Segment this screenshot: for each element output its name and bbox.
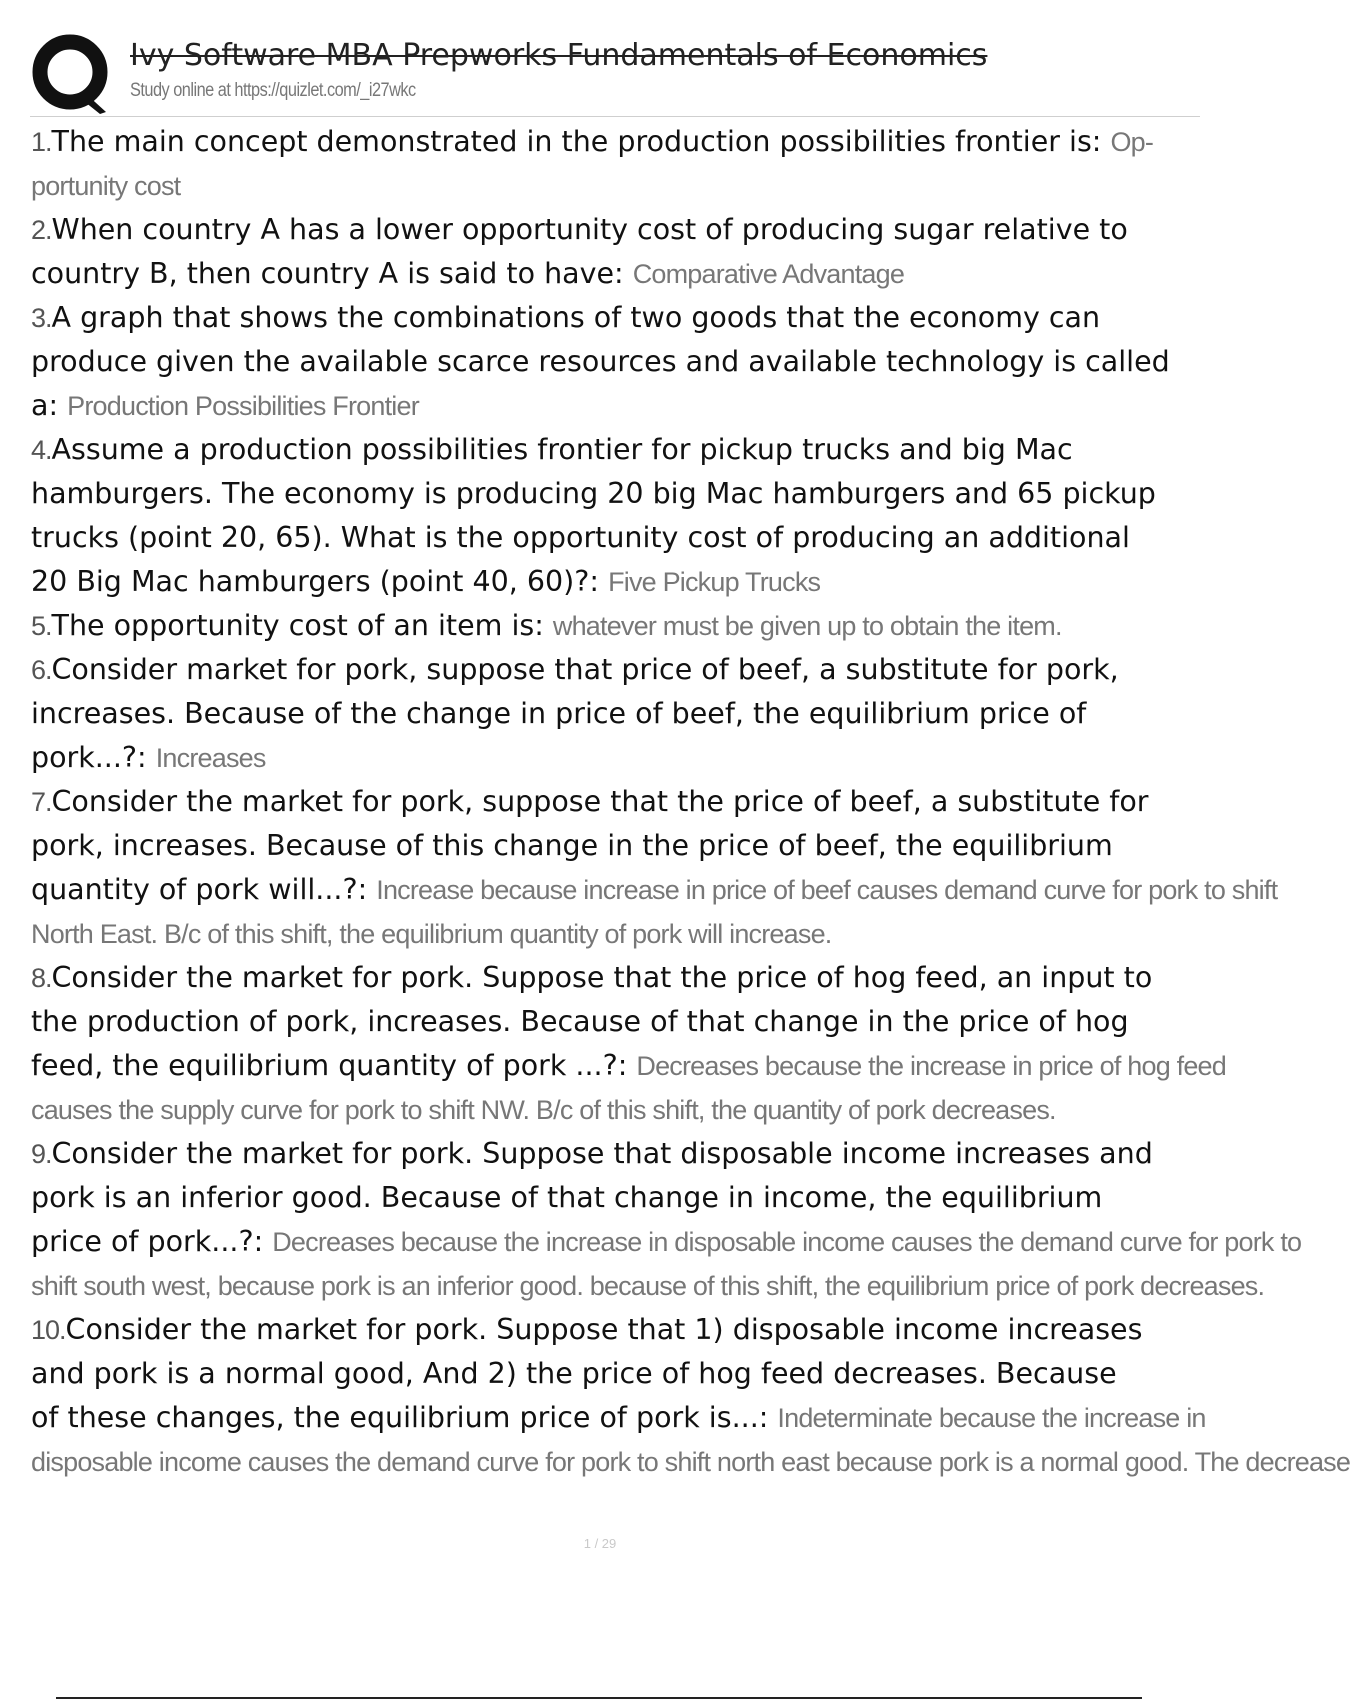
flashcard-line: [31, 1352, 1200, 1396]
card-answer: shift south west, because pork is an inferior good. because of this shift, the equilibrium price of pork decreases.: [31, 1271, 1265, 1301]
flashcard-item: [31, 1308, 1350, 1484]
card-question: hamburgers. The economy is producing 20 big Mac hamburgers and 65 pickup: [31, 477, 1156, 510]
card-answer: Production Possibilities Frontier: [67, 391, 419, 421]
card-question: country B, then country A is said to have:: [31, 257, 633, 290]
flashcard-line: [31, 692, 1200, 736]
flashcard-line: [31, 1000, 1200, 1044]
card-question: Consider market for pork, suppose that price of beef, a substitute for pork,: [51, 653, 1119, 686]
card-question: the production of pork, increases. Because of that change in the price of hog: [31, 1005, 1129, 1038]
flashcard-line: [31, 252, 1200, 296]
flashcard-item: [31, 1132, 1302, 1308]
card-number: 9.: [31, 1139, 52, 1169]
card-answer: portunity cost: [31, 171, 181, 201]
flashcard-line: [31, 560, 1200, 604]
card-answer: Op-: [1110, 127, 1154, 157]
card-answer: Comparative Advantage: [632, 259, 905, 289]
flashcard-line: [31, 1396, 1206, 1440]
card-answer: disposable income causes the demand curve for pork to shift north east because pork is a normal good. The decrease: [31, 1447, 1350, 1477]
flashcard-item: [31, 604, 1200, 648]
flashcard-line: [31, 868, 1278, 912]
flashcard-line: [31, 1220, 1302, 1264]
card-question: of these changes, the equilibrium price of pork is...:: [31, 1401, 778, 1434]
flashcard-line: [31, 1132, 1200, 1176]
card-question: Consider the market for pork. Suppose that 1) disposable income increases: [65, 1313, 1143, 1346]
card-number: 6.: [31, 655, 52, 685]
card-question: The main concept demonstrated in the production possibilities frontier is:: [51, 125, 1111, 158]
flashcard-line: [31, 1044, 1226, 1088]
card-number: 5.: [31, 611, 52, 641]
card-number: 8.: [31, 963, 52, 993]
card-question: produce given the available scarce resources and available technology is called: [31, 345, 1170, 378]
card-answer: Decreases because the increase in disposable income causes the demand curve for pork to: [272, 1227, 1302, 1257]
flashcard-line: [31, 1308, 1200, 1352]
card-question: quantity of pork will...?:: [31, 873, 377, 906]
flashcard-line: [31, 648, 1200, 692]
footer-rule: [56, 1697, 1142, 1699]
flashcard-item: [31, 956, 1226, 1132]
card-question: Consider the market for pork. Suppose that the price of hog feed, an input to: [51, 961, 1153, 994]
card-number: 7.: [31, 787, 52, 817]
card-answer: whatever must be given up to obtain the item.: [552, 611, 1062, 641]
card-question: increases. Because of the change in price of beef, the equilibrium price of: [31, 697, 1087, 730]
card-number: 1.: [31, 127, 52, 157]
flashcard-line: [31, 516, 1200, 560]
card-question: and pork is a normal good, And 2) the price of hog feed decreases. Because: [31, 1357, 1117, 1390]
card-question: Consider the market for pork. Suppose that disposable income increases and: [51, 1137, 1153, 1170]
flashcard-item: [31, 780, 1278, 956]
flashcard-line: [31, 164, 1200, 208]
card-question: pork...?:: [31, 741, 156, 774]
card-question: trucks (point 20, 65). What is the opportunity cost of producing an additional: [31, 521, 1130, 554]
card-answer: causes the supply curve for pork to shift NW. B/c of this shift, the quantity of pork decreases.: [31, 1095, 1056, 1125]
flashcard-line: [31, 472, 1200, 516]
flashcard-item: [31, 208, 1200, 296]
card-question: Assume a production possibilities frontier for pickup trucks and big Mac: [51, 433, 1073, 466]
card-question: a:: [31, 389, 68, 422]
card-question: feed, the equilibrium quantity of pork ...?:: [31, 1049, 637, 1082]
flashcard-line: [31, 120, 1200, 164]
card-number: 10.: [31, 1315, 66, 1345]
card-question: pork is an inferior good. Because of that change in income, the equilibrium: [31, 1181, 1103, 1214]
card-answer: Five Pickup Trucks: [608, 567, 821, 597]
card-question: pork, increases. Because of this change in the price of beef, the equilibrium: [31, 829, 1113, 862]
card-answer: Indeterminate because the increase in: [777, 1403, 1206, 1433]
card-answer: Decreases because the increase in price of hog feed: [636, 1051, 1226, 1081]
flashcard-line: [31, 1088, 1200, 1132]
card-question: A graph that shows the combinations of two goods that the economy can: [51, 301, 1101, 334]
flashcard-item: [31, 296, 1200, 428]
card-question: 20 Big Mac hamburgers (point 40, 60)?:: [31, 565, 609, 598]
flashcard-line: [31, 340, 1200, 384]
flashcard-item: [31, 120, 1200, 208]
flashcard-line: [31, 736, 1200, 780]
card-question: Consider the market for pork, suppose that the price of beef, a substitute for: [51, 785, 1149, 818]
page-number: 1 / 29: [583, 1536, 617, 1551]
flashcard-line: [31, 1264, 1265, 1308]
study-online-link[interactable]: Study online at https://quizlet.com/_i27wkc: [130, 80, 416, 101]
header-divider: [30, 116, 1200, 117]
flashcard-line: [31, 208, 1200, 252]
flashcard-line: [31, 824, 1200, 868]
flashcard-line: [31, 912, 1200, 956]
card-answer: North East. B/c of this shift, the equilibrium quantity of pork will increase.: [31, 919, 832, 949]
flashcard-line: [31, 1176, 1200, 1220]
card-answer: Increase because increase in price of beef causes demand curve for pork to shift: [376, 875, 1278, 905]
card-number: 3.: [31, 303, 52, 333]
flashcard-line: [31, 296, 1200, 340]
document-title: Ivy Software MBA Prepworks Fundamentals of Economics: [130, 38, 988, 73]
flashcard-line: [31, 1440, 1350, 1484]
flashcard-line: [31, 604, 1200, 648]
flashcard-list: [31, 120, 1350, 1500]
card-question: When country A has a lower opportunity cost of producing sugar relative to: [51, 213, 1128, 246]
document-header: [30, 30, 1142, 118]
card-number: 4.: [31, 435, 52, 465]
card-number: 2.: [31, 215, 52, 245]
card-answer: Increases: [155, 743, 266, 773]
flashcard-item: [31, 428, 1200, 604]
quizlet-logo-icon: [32, 34, 142, 114]
card-question: price of pork...?:: [31, 1225, 273, 1258]
flashcard-item: [31, 648, 1200, 780]
flashcard-line: [31, 428, 1200, 472]
flashcard-line: [31, 780, 1200, 824]
flashcard-line: [31, 956, 1200, 1000]
flashcard-line: [31, 384, 1200, 428]
card-question: The opportunity cost of an item is:: [51, 609, 553, 642]
